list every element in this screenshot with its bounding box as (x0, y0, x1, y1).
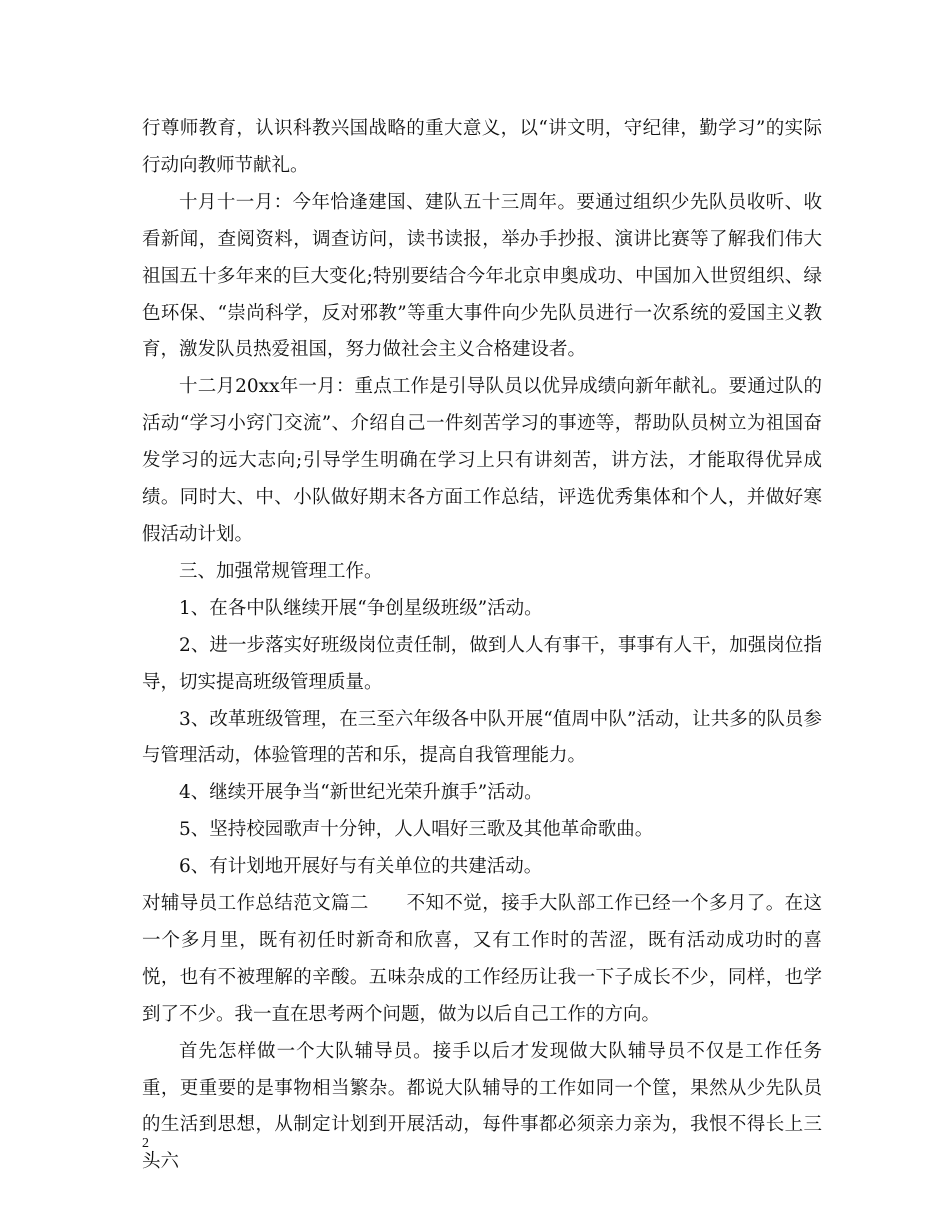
paragraph-10: 6、有计划地开展好与有关单位的共建活动。 (179, 856, 543, 878)
paragraph-5: 1、在各中队继续开展“争创星级班级”活动。 (179, 597, 543, 619)
paragraph-6: 2、进一步落实好班级岗位责任制，做到人人有事干，事事有人干，加强岗位指导，切实提高班级管理质量。 (142, 634, 822, 693)
paragraph-12: 首先怎样做一个大队辅导员。接手以后才发现做大队辅导员不仅是工作任务重，更重要的是事物相当繁杂。都说大队辅导的工作如同一个筐，果然从少先队员的生活到思想，从制定计划到开展活动，每件事都必须亲力亲为，我恨不得长上三头六 (142, 1040, 822, 1173)
paragraph-3: 十二月20xx年一月：重点工作是引导队员以优异成绩向新年献礼。要通过队的活动“学习小窍门交流”、介绍自己一件刻苦学习的事迹等，帮助队员树立为祖国奋发学习的远大志向;引导学生明确在学习上只有讲刻苦，讲方法，才能取得优异成绩。同时大、中、小队做好期末各方面工作总结，评选优秀集体和个人，并做好寒假活动计划。 (142, 376, 822, 545)
paragraph-2: 十月十一月：今年恰逢建国、建队五十三周年。要通过组织少先队员收听、收看新闻，查阅资料，调查访问，读书读报，举办手抄报、演讲比赛等了解我们伟大祖国五十多年来的巨大变化;特别要结合今年北京申奥成功、中国加入世贸组织、绿色环保、“崇尚科学，反对邪教”等重大事件向少先队员进行一次系统的爱国主义教育，激发队员热爱祖国，努力做社会主义合格建设者。 (142, 191, 822, 361)
paragraph-11: 对辅导员工作总结范文篇二 不知不觉，接手大队部工作已经一个多月了。在这一个多月里，既有初任时新奇和欣喜，又有工作时的苦涩，既有活动成功时的喜悦，也有不被理解的辛酸。五味杂成的工作经历让我一下子成长不少，同样，也学到了不少。我一直在思考两个问题，做为以后自己工作的方向。 (142, 893, 822, 1025)
paragraph-4: 三、加强常规管理工作。 (179, 560, 383, 582)
paragraph-8: 4、继续开展争当“新世纪光荣升旗手”活动。 (179, 782, 543, 804)
page-number: 2 (142, 1136, 149, 1151)
document-body (142, 111, 822, 1181)
paragraph-1: 行尊师教育，认识科教兴国战略的重大意义，以“讲文明，守纪律，勤学习”的实际行动向教师节献礼。 (142, 118, 822, 176)
paragraph-9: 5、坚持校园歌声十分钟，人人唱好三歌及其他革命歌曲。 (179, 819, 654, 841)
paragraph-7: 3、改革班级管理，在三至六年级各中队开展“值周中队”活动，让共多的队员参与管理活动，体验管理的苦和乐，提高自我管理能力。 (142, 708, 822, 767)
